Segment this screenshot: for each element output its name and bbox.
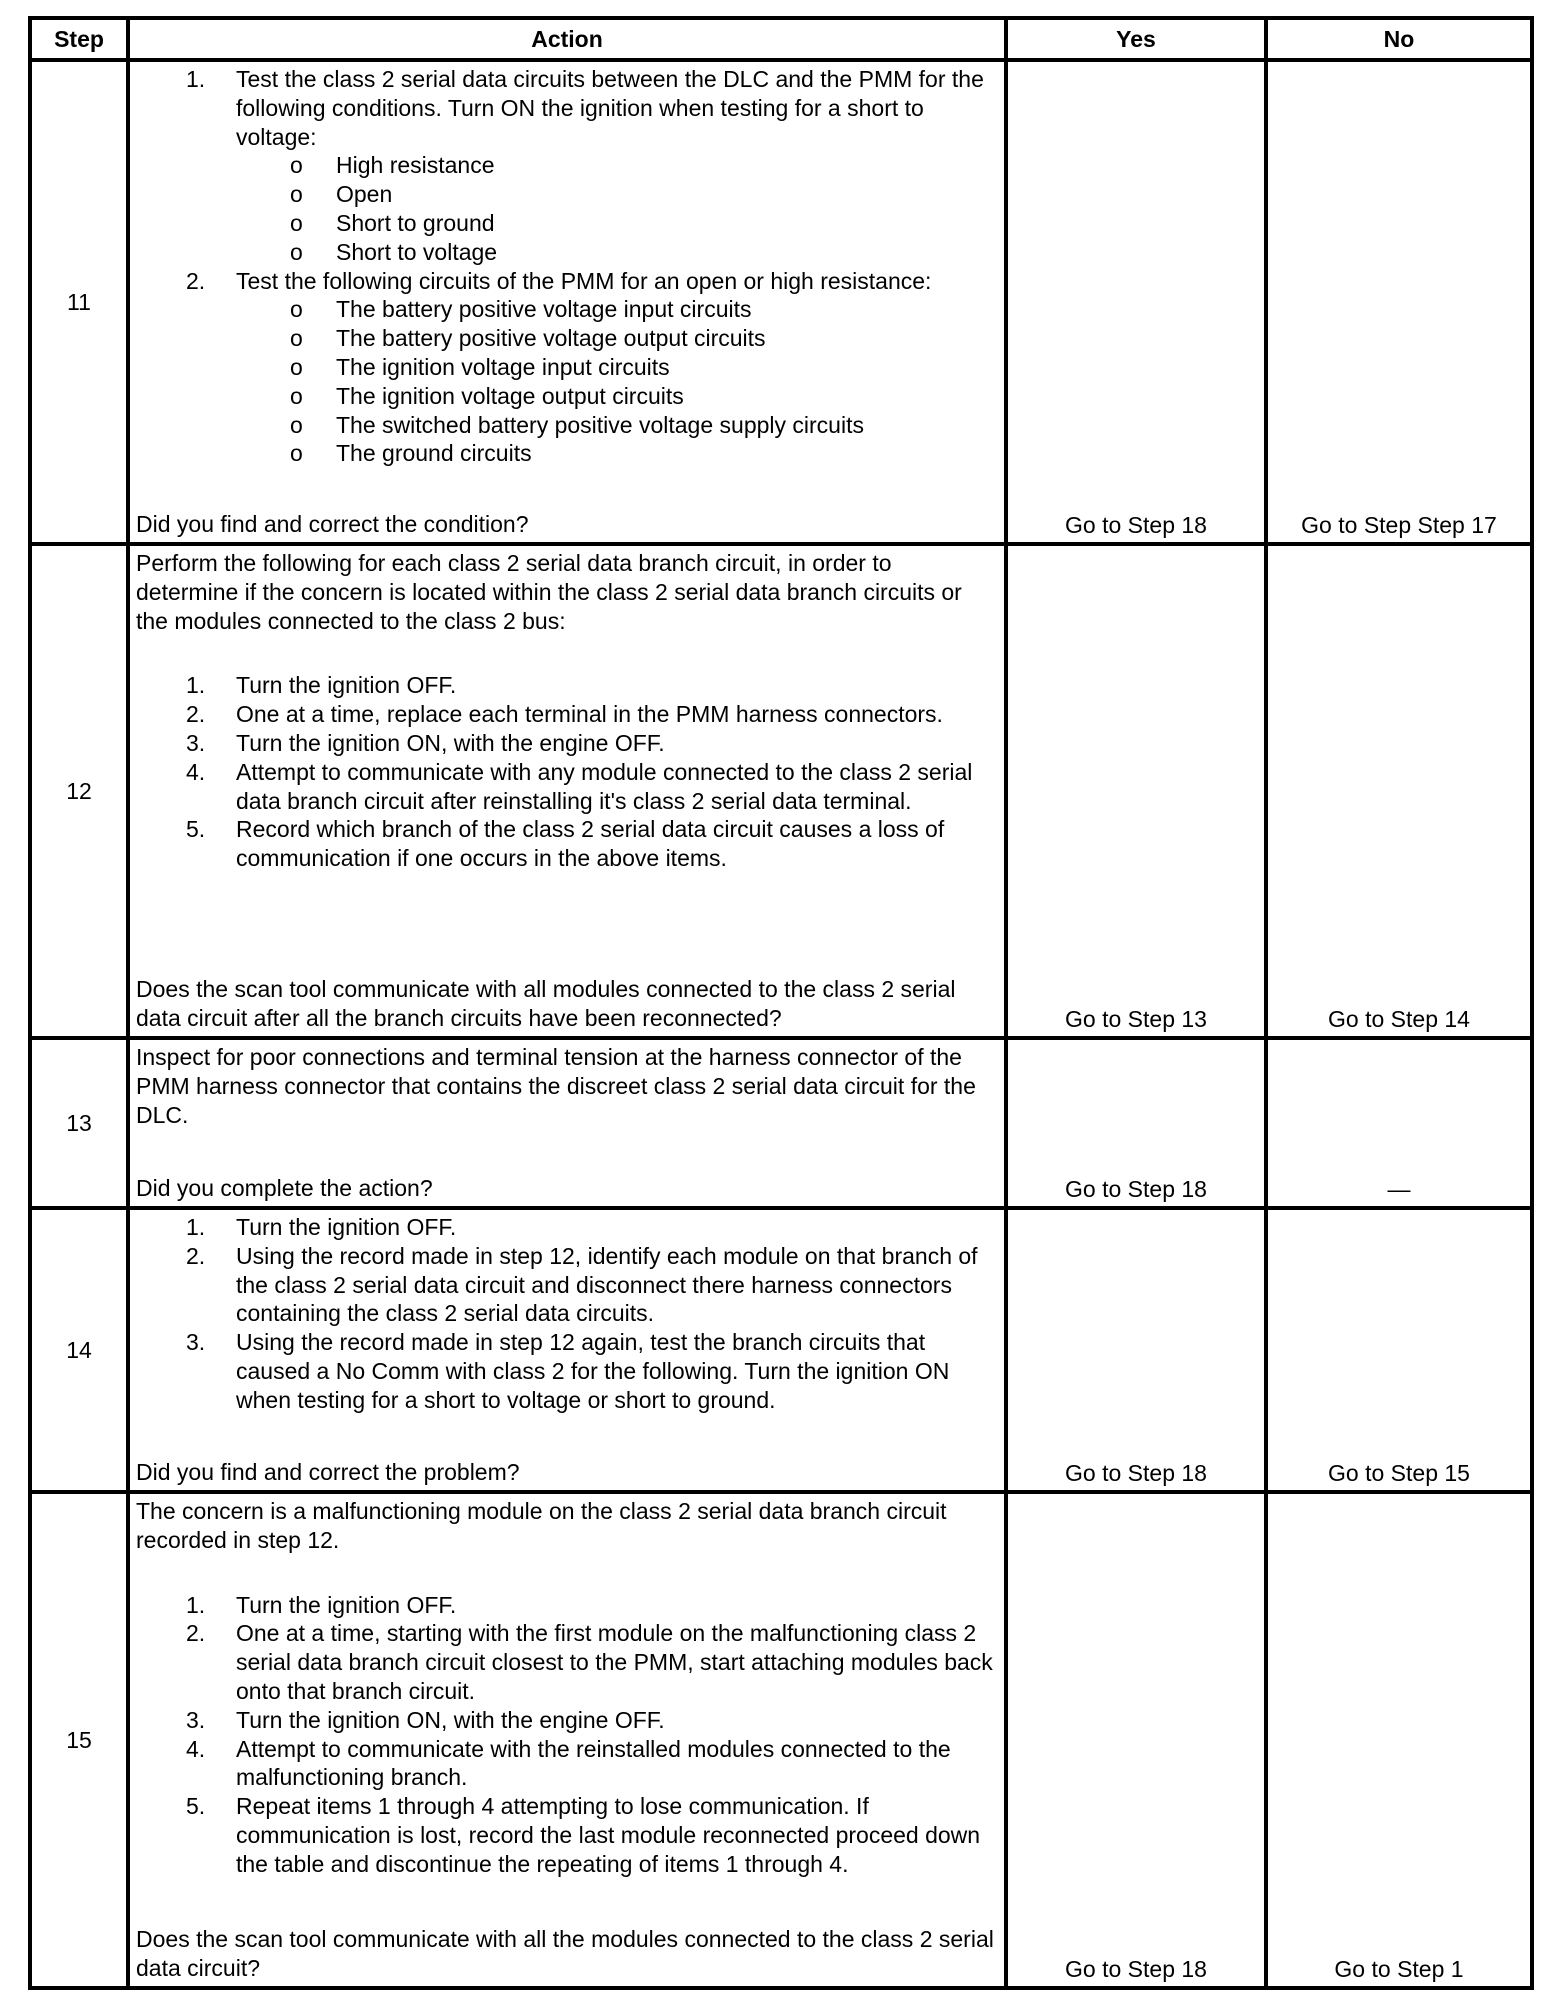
item-text: Turn the ignition OFF.: [236, 1591, 457, 1618]
sub-list-item: [236, 238, 998, 267]
header-yes: Yes: [1006, 18, 1266, 60]
item-text: Record which branch of the class 2 serial data circuit causes a loss of communication if one occurs in the above items.: [236, 816, 945, 872]
item-number: 1.: [186, 1591, 206, 1618]
action-cell: [128, 1492, 1006, 1988]
diagnostic-table-container: [28, 16, 1530, 1990]
item-text: One at a time, replace each terminal in the PMM harness connectors.: [236, 701, 943, 728]
sub-list-item: [236, 209, 998, 238]
action-cell: [128, 1208, 1006, 1492]
action-question: Did you find and correct the problem?: [136, 1459, 520, 1486]
diagnostic-table: [28, 16, 1534, 1990]
sub-list-item: [236, 180, 998, 209]
action-content: [136, 1043, 998, 1203]
action-list-item: [136, 267, 998, 469]
no-result: Go to Step 14: [1266, 544, 1532, 1038]
action-list-item: [136, 758, 998, 816]
no-result: Go to Step Step 17: [1266, 60, 1532, 544]
action-list-item: [136, 1242, 998, 1328]
sub-item-text: Open: [336, 181, 393, 208]
bullet-icon: o: [290, 296, 303, 323]
yes-result: Go to Step 13: [1006, 544, 1266, 1038]
sub-item-text: The ignition voltage input circuits: [336, 353, 670, 380]
sub-item-text: Short to voltage: [336, 238, 498, 265]
action-list: [136, 1591, 998, 1879]
item-text: Using the record made in step 12, identify each module on that branch of the class 2 serial data circuit and disconnect there harness connectors containing the class 2 serial data circuits.: [236, 1242, 978, 1327]
item-number: 5.: [186, 816, 206, 843]
no-result: Go to Step 1: [1266, 1492, 1532, 1988]
item-text: Attempt to communicate with the reinstalled modules connected to the malfunctioning branch.: [236, 1735, 951, 1791]
item-number: 3.: [186, 1706, 206, 1733]
item-text: Test the following circuits of the PMM for an open or high resistance:: [236, 267, 932, 294]
action-cell: [128, 60, 1006, 544]
sub-item-text: High resistance: [336, 152, 495, 179]
item-number: 3.: [186, 1329, 206, 1356]
table-row: [30, 1492, 1532, 1988]
action-list: [136, 65, 998, 468]
action-question: Did you complete the action?: [136, 1175, 433, 1202]
action-list-item: [136, 1591, 998, 1620]
action-question: Does the scan tool communicate with all the modules connected to the class 2 serial data circuit?: [136, 1926, 994, 1982]
action-steps: [136, 549, 998, 873]
action-question: Did you find and correct the condition?: [136, 511, 529, 538]
step-number: 15: [30, 1492, 128, 1988]
sub-item-text: The ignition voltage output circuits: [336, 382, 684, 409]
sub-list: [236, 295, 998, 468]
action-steps: [136, 65, 998, 468]
action-list: [136, 671, 998, 873]
item-text: Turn the ignition OFF.: [236, 672, 457, 699]
action-intro: The concern is a malfunctioning module on the class 2 serial data branch circuit recorded in step 12.: [136, 1498, 947, 1553]
item-text: Test the class 2 serial data circuits between the DLC and the PMM for the following conditions. Turn ON the ignition when testing for a short to voltage:: [236, 66, 984, 150]
action-list-item: [136, 700, 998, 729]
sub-item-text: The battery positive voltage input circuits: [336, 296, 752, 323]
sub-list: [236, 151, 998, 266]
sub-item-text: The switched battery positive voltage supply circuits: [336, 411, 864, 438]
bullet-icon: o: [290, 325, 303, 352]
sub-list-item: [236, 411, 998, 440]
bullet-icon: o: [290, 209, 303, 236]
bullet-icon: o: [290, 440, 303, 467]
item-number: 2.: [186, 701, 206, 728]
yes-result: Go to Step 18: [1006, 1492, 1266, 1988]
action-list: [136, 1213, 998, 1415]
item-number: 3.: [186, 729, 206, 756]
no-result: —: [1266, 1038, 1532, 1208]
action-steps: [136, 1497, 998, 1879]
action-content: [136, 1497, 998, 1983]
item-text: Turn the ignition ON, with the engine OFF.: [236, 1706, 665, 1733]
item-number: 2.: [186, 1242, 206, 1269]
action-list-item: [136, 671, 998, 700]
action-list-item: [136, 1735, 998, 1793]
table-body: [30, 60, 1532, 1988]
action-list-item: [136, 815, 998, 873]
item-number: 4.: [186, 1735, 206, 1762]
bullet-icon: o: [290, 238, 303, 265]
sub-list-item: [236, 439, 998, 468]
step-number: 12: [30, 544, 128, 1038]
action-list-item: [136, 729, 998, 758]
item-text: Repeat items 1 through 4 attempting to lose communication. If communication is lost, record the last module reconnected proceed down the table and discontinue the repeating of items 1 through 4.: [236, 1793, 981, 1877]
action-intro: Inspect for poor connections and terminal tension at the harness connector of the PMM harness connector that contains the discreet class 2 serial data circuit for the DLC.: [136, 1044, 976, 1128]
item-text: One at a time, starting with the first module on the malfunctioning class 2 serial data branch circuit closest to the PMM, start attaching modules back onto that branch circuit.: [236, 1620, 993, 1704]
header-row: [30, 18, 1532, 60]
bullet-icon: o: [290, 181, 303, 208]
item-number: 1.: [186, 66, 206, 92]
item-text: Turn the ignition OFF.: [236, 1214, 457, 1240]
table-row: [30, 1208, 1532, 1492]
action-list-item: [136, 1706, 998, 1735]
item-text: Using the record made in step 12 again, test the branch circuits that caused a No Comm with class 2 for the following. Turn the ignition ON when testing for a short to voltage or short to ground.: [236, 1329, 950, 1413]
header-action: Action: [128, 18, 1006, 60]
item-number: 5.: [186, 1793, 206, 1820]
sub-list-item: [236, 324, 998, 353]
item-number: 4.: [186, 758, 206, 785]
yes-result: Go to Step 18: [1006, 1208, 1266, 1492]
bullet-icon: o: [290, 411, 303, 438]
yes-result: Go to Step 18: [1006, 1038, 1266, 1208]
action-list-item: [136, 65, 998, 267]
step-number: 14: [30, 1208, 128, 1492]
yes-result: Go to Step 18: [1006, 60, 1266, 544]
action-content: [136, 65, 998, 539]
action-list-item: [136, 1213, 998, 1242]
header-step: Step: [30, 18, 128, 60]
item-number: 2.: [186, 1620, 206, 1647]
bullet-icon: o: [290, 382, 303, 409]
table-row: [30, 60, 1532, 544]
sub-list-item: [236, 353, 998, 382]
action-cell: [128, 1038, 1006, 1208]
bullet-icon: o: [290, 353, 303, 380]
action-list-item: [136, 1619, 998, 1705]
sub-list-item: [236, 151, 998, 180]
action-steps: [136, 1043, 998, 1129]
action-cell: [128, 544, 1006, 1038]
no-result: Go to Step 15: [1266, 1208, 1532, 1492]
sub-list-item: [236, 295, 998, 324]
action-content: [136, 549, 998, 1033]
action-list-item: [136, 1328, 998, 1414]
table-row: [30, 1038, 1532, 1208]
action-list-item: [136, 1792, 998, 1878]
step-number: 13: [30, 1038, 128, 1208]
sub-item-text: Short to ground: [336, 209, 495, 236]
sub-item-text: The battery positive voltage output circuits: [336, 325, 766, 352]
item-text: Turn the ignition ON, with the engine OFF.: [236, 729, 665, 756]
action-steps: [136, 1213, 998, 1415]
bullet-icon: o: [290, 152, 303, 179]
item-number: 2.: [186, 267, 206, 294]
item-number: 1.: [186, 1214, 206, 1240]
table-row: [30, 544, 1532, 1038]
step-number: 11: [30, 60, 128, 544]
action-question: Does the scan tool communicate with all modules connected to the class 2 serial data circuit after all the branch circuits have been reconnected?: [136, 976, 956, 1032]
action-content: [136, 1213, 998, 1487]
item-text: Attempt to communicate with any module connected to the class 2 serial data branch circuit after reinstalling it's class 2 serial data terminal.: [236, 758, 973, 814]
sub-list-item: [236, 382, 998, 411]
header-no: No: [1266, 18, 1532, 60]
item-number: 1.: [186, 672, 206, 699]
action-intro: Perform the following for each class 2 serial data branch circuit, in order to determine if the concern is located within the class 2 serial data branch circuits or the modules connected to the class 2 bus:: [136, 550, 962, 634]
sub-item-text: The ground circuits: [336, 440, 532, 467]
